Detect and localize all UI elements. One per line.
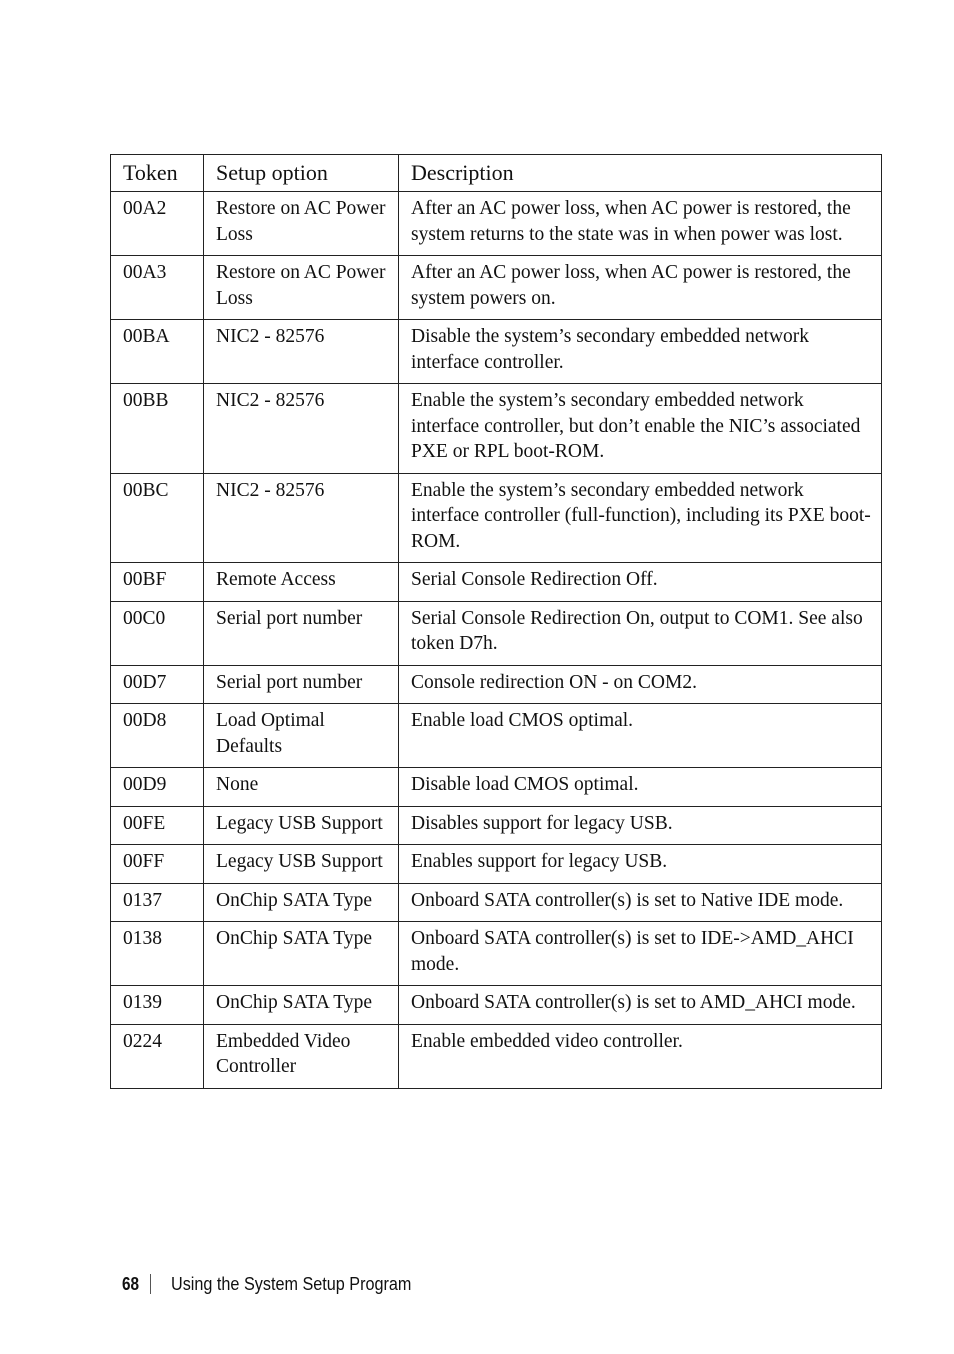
description-cell: Onboard SATA controller(s) is set to AMD_AHCI mode. xyxy=(399,986,882,1025)
table-row xyxy=(111,922,882,986)
description-cell: Disable the system’s secondary embedded network interface controller. xyxy=(399,320,882,384)
page-footer xyxy=(122,1272,438,1296)
header-row xyxy=(111,155,882,192)
setup-option-cell: Legacy USB Support xyxy=(204,806,399,845)
table-row xyxy=(111,384,882,474)
setup-option-cell: None xyxy=(204,768,399,807)
table-row xyxy=(111,806,882,845)
token-cell: 0139 xyxy=(111,986,204,1025)
token-table-body xyxy=(111,192,882,1089)
token-cell: 00D8 xyxy=(111,704,204,768)
token-cell: 00FF xyxy=(111,845,204,884)
chapter-title: Using the System Setup Program xyxy=(171,1274,412,1294)
token-cell: 00BB xyxy=(111,384,204,474)
token-cell: 00BC xyxy=(111,473,204,563)
token-cell: 00BA xyxy=(111,320,204,384)
setup-option-cell: NIC2 - 82576 xyxy=(204,473,399,563)
setup-option-cell: Restore on AC Power Loss xyxy=(204,192,399,256)
token-cell: 00BF xyxy=(111,563,204,602)
table-row xyxy=(111,986,882,1025)
description-cell: After an AC power loss, when AC power is restored, the system returns to the state was in when power was lost. xyxy=(399,192,882,256)
setup-option-cell: Legacy USB Support xyxy=(204,845,399,884)
token-cell: 00FE xyxy=(111,806,204,845)
token-cell: 0137 xyxy=(111,883,204,922)
description-cell: Onboard SATA controller(s) is set to IDE->AMD_AHCI mode. xyxy=(399,922,882,986)
token-cell: 00A3 xyxy=(111,256,204,320)
table-row xyxy=(111,704,882,768)
header-setup-option: Setup option xyxy=(204,155,399,192)
token-cell: 00D9 xyxy=(111,768,204,807)
setup-option-cell: OnChip SATA Type xyxy=(204,922,399,986)
table-row xyxy=(111,256,882,320)
description-cell: Console redirection ON - on COM2. xyxy=(399,665,882,704)
description-cell: Disable load CMOS optimal. xyxy=(399,768,882,807)
table-row xyxy=(111,601,882,665)
setup-option-cell: Embedded Video Controller xyxy=(204,1024,399,1088)
table-row xyxy=(111,320,882,384)
setup-option-cell: Serial port number xyxy=(204,665,399,704)
setup-option-cell: Restore on AC Power Loss xyxy=(204,256,399,320)
description-cell: Enable the system’s secondary embedded network interface controller (full-function), including its PXE boot-ROM. xyxy=(399,473,882,563)
token-table xyxy=(110,154,882,1089)
table-row xyxy=(111,473,882,563)
setup-option-cell: NIC2 - 82576 xyxy=(204,320,399,384)
description-cell: Enable embedded video controller. xyxy=(399,1024,882,1088)
description-cell: Enable the system’s secondary embedded network interface controller, but don’t enable the NIC’s associated PXE or RPL boot-ROM. xyxy=(399,384,882,474)
token-cell: 00A2 xyxy=(111,192,204,256)
table-row xyxy=(111,192,882,256)
token-cell: 00D7 xyxy=(111,665,204,704)
description-cell: After an AC power loss, when AC power is restored, the system powers on. xyxy=(399,256,882,320)
table-row xyxy=(111,883,882,922)
description-cell: Enables support for legacy USB. xyxy=(399,845,882,884)
header-token: Token xyxy=(111,155,204,192)
header-description: Description xyxy=(399,155,882,192)
table-row xyxy=(111,665,882,704)
description-cell: Onboard SATA controller(s) is set to Native IDE mode. xyxy=(399,883,882,922)
setup-option-cell: Load Optimal Defaults xyxy=(204,704,399,768)
footer-divider xyxy=(150,1274,151,1294)
page-number: 68 xyxy=(122,1274,140,1294)
token-table-header xyxy=(111,155,882,192)
setup-option-cell: OnChip SATA Type xyxy=(204,986,399,1025)
setup-option-cell: Serial port number xyxy=(204,601,399,665)
description-cell: Serial Console Redirection On, output to COM1. See also token D7h. xyxy=(399,601,882,665)
setup-option-cell: Remote Access xyxy=(204,563,399,602)
token-cell: 0224 xyxy=(111,1024,204,1088)
token-cell: 0138 xyxy=(111,922,204,986)
token-cell: 00C0 xyxy=(111,601,204,665)
description-cell: Disables support for legacy USB. xyxy=(399,806,882,845)
setup-option-cell: NIC2 - 82576 xyxy=(204,384,399,474)
description-cell: Serial Console Redirection Off. xyxy=(399,563,882,602)
setup-option-cell: OnChip SATA Type xyxy=(204,883,399,922)
description-cell: Enable load CMOS optimal. xyxy=(399,704,882,768)
table-row xyxy=(111,768,882,807)
table-row xyxy=(111,845,882,884)
table-row xyxy=(111,563,882,602)
table-row xyxy=(111,1024,882,1088)
